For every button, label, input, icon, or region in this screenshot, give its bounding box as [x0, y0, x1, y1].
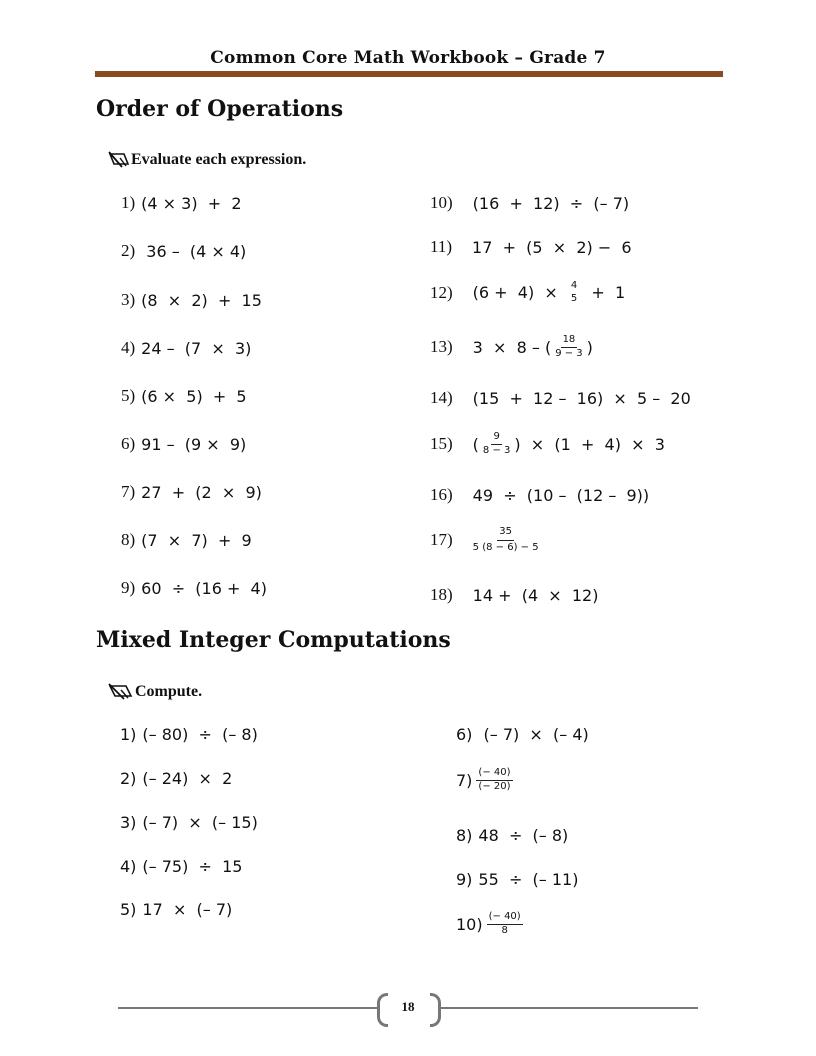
- problem-number: 11): [430, 237, 453, 256]
- problem-13: [430, 335, 593, 359]
- problem-expression: (4 × 3) + 2: [141, 193, 242, 213]
- problem-1: [120, 725, 258, 744]
- problem-10: [456, 912, 525, 936]
- fraction-denominator: 5 (8 − 6) − 5: [472, 541, 539, 553]
- problem-number: 4): [120, 857, 137, 876]
- problem-expression: (8 × 2) + 15: [141, 290, 262, 310]
- problem-expression: (7 × 7) + 9: [141, 530, 252, 550]
- problem-expression-part: (6 + 4) ×: [472, 283, 563, 302]
- problem-number: 6): [456, 725, 473, 744]
- problem-3: [120, 813, 258, 832]
- problem-number: 17): [430, 530, 453, 549]
- fraction: [553, 335, 584, 359]
- problem-expression: 27 + (2 × 9): [141, 482, 262, 502]
- problem-7: [121, 482, 262, 502]
- fraction-numerator: 4: [570, 280, 578, 291]
- fraction: [487, 912, 523, 936]
- problem-number: 8): [456, 826, 473, 845]
- problem-number: 9): [121, 578, 136, 597]
- problem-expression: (– 7) × (– 15): [142, 813, 258, 832]
- fraction-denominator: (− 20): [478, 780, 511, 792]
- instruction-compute: [108, 682, 202, 702]
- problem-number: 8): [121, 530, 136, 549]
- fraction-denominator: 8 − 3: [482, 444, 511, 456]
- problem-expression-part: 3 × 8 – (: [472, 337, 552, 357]
- fraction: [481, 432, 512, 456]
- section-title-order-of-operations: Order of Operations: [96, 96, 344, 122]
- problem-number: 13): [430, 337, 453, 356]
- problem-expression: 49 ÷ (10 – (12 – 9)): [472, 485, 650, 505]
- fraction-numerator: 9: [491, 432, 501, 445]
- problem-expression: 24 – (7 × 3): [141, 338, 252, 358]
- problem-number: 5): [120, 900, 137, 919]
- problem-expression: 17 × (– 7): [142, 900, 233, 919]
- problem-expression: 36 – (4 × 4): [141, 241, 247, 261]
- problem-number: 3): [120, 813, 137, 832]
- problem-number: 15): [430, 434, 453, 453]
- fraction: [471, 527, 541, 553]
- problem-number: 3): [121, 290, 136, 309]
- problem-3: [121, 290, 262, 310]
- problem-expression: 48 ÷ (– 8): [478, 826, 569, 845]
- fraction-numerator: 18: [561, 335, 578, 348]
- footer-bracket-right: [430, 993, 441, 1027]
- problem-expression: (– 80) ÷ (– 8): [142, 725, 258, 744]
- problem-number: 18): [430, 585, 453, 604]
- page-number: 18: [401, 999, 415, 1014]
- problem-5: [121, 386, 247, 406]
- problem-11: [430, 237, 632, 257]
- problem-expression-part: ): [586, 337, 593, 357]
- footer-rule-left: [118, 1007, 377, 1009]
- pencil-icon: [108, 682, 134, 702]
- problem-5: [120, 900, 232, 919]
- problem-number: 10): [430, 193, 453, 212]
- problem-number: 1): [121, 193, 136, 212]
- problem-expression: 91 – (9 × 9): [141, 434, 247, 454]
- fraction-numerator: (− 40): [487, 912, 523, 925]
- problem-8: [456, 826, 568, 845]
- problem-15: [430, 432, 665, 456]
- problem-7: [456, 768, 515, 792]
- problem-number: 2): [120, 769, 137, 788]
- problem-12: [430, 281, 625, 304]
- problem-expression: (6 × 5) + 5: [141, 386, 247, 406]
- section-title-mixed-integer-computations: Mixed Integer Computations: [96, 627, 451, 653]
- problem-expression: 60 ÷ (16 + 4): [141, 578, 267, 598]
- fraction-numerator: 35: [497, 527, 514, 541]
- problem-number: 7): [456, 770, 473, 790]
- problem-4: [120, 857, 242, 876]
- problem-18: [430, 585, 598, 605]
- fraction-denominator: 9 − 3: [555, 347, 583, 359]
- problem-14: [430, 388, 691, 408]
- pencil-icon: [108, 150, 130, 170]
- problem-2: [121, 241, 246, 261]
- problem-4: [121, 338, 251, 358]
- problem-expression: (– 7) × (– 4): [478, 725, 589, 744]
- fraction-denominator: 5: [570, 292, 578, 304]
- problem-number: 4): [121, 338, 136, 357]
- problem-number: 2): [121, 241, 136, 260]
- fraction: [476, 768, 512, 792]
- problem-17: [430, 527, 543, 553]
- problem-number: 9): [456, 870, 473, 889]
- problem-9: [121, 578, 267, 598]
- problem-6: [121, 434, 246, 454]
- problem-1: [121, 193, 242, 213]
- problem-expression: (15 + 12 – 16) × 5 – 20: [472, 388, 691, 408]
- problem-expression: 55 ÷ (– 11): [478, 870, 579, 889]
- problem-expression: 14 + (4 × 12): [472, 585, 599, 605]
- problem-number: 5): [121, 386, 136, 405]
- workbook-title: Common Core Math Workbook – Grade 7: [210, 48, 606, 68]
- problem-expression-part: + 1: [581, 283, 626, 302]
- instruction-text: Compute.: [135, 683, 203, 700]
- problem-10: [430, 193, 629, 213]
- problem-9: [456, 870, 578, 889]
- problem-number: 16): [430, 485, 453, 504]
- problem-16: [430, 485, 649, 505]
- problem-number: 7): [121, 482, 136, 501]
- problem-6: [456, 725, 589, 744]
- fraction-denominator: 8: [501, 924, 508, 936]
- instruction-evaluate: [108, 150, 306, 170]
- problem-expression-part: ) × (1 + 4) × 3: [514, 434, 665, 454]
- footer-rule-right: [441, 1007, 698, 1009]
- problem-2: [120, 769, 232, 788]
- problem-number: 10): [456, 914, 483, 934]
- problem-number: 6): [121, 434, 136, 453]
- problem-expression-part: (: [472, 434, 479, 454]
- problem-number: 1): [120, 725, 137, 744]
- problem-8: [121, 530, 252, 550]
- header-rule: [95, 71, 723, 77]
- problem-number: 14): [430, 388, 453, 407]
- footer-bracket-left: [377, 993, 388, 1027]
- problem-expression: (– 24) × 2: [142, 769, 233, 788]
- fraction: [569, 281, 579, 304]
- problem-expression: (– 75) ÷ 15: [142, 857, 243, 876]
- instruction-text: Evaluate each expression.: [131, 151, 307, 168]
- problem-number: 12): [430, 282, 453, 302]
- problem-expression: 17 + (5 × 2) − 6: [472, 237, 632, 257]
- problem-expression: (16 + 12) ÷ (– 7): [472, 193, 630, 213]
- fraction-numerator: (− 40): [476, 768, 512, 781]
